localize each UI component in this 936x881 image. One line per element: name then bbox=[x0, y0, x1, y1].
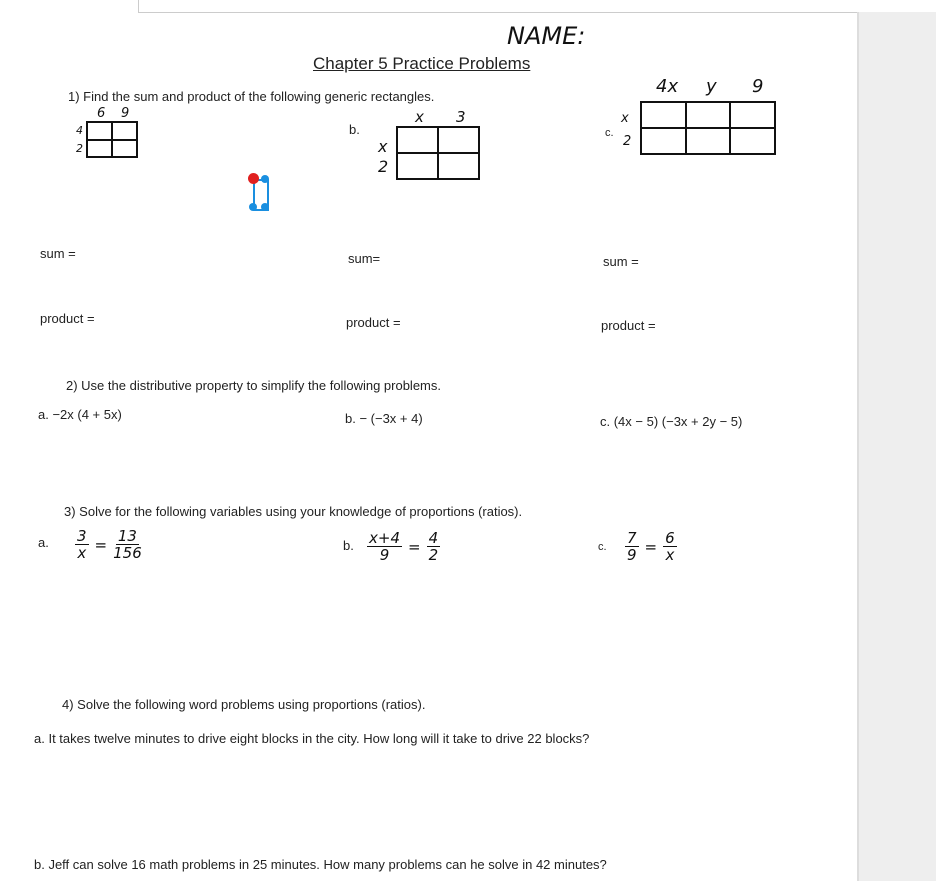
rect-b-label: b. bbox=[349, 122, 360, 137]
q2-b: b. − (−3x + 4) bbox=[345, 411, 423, 426]
rect-c-side-2: 2 bbox=[623, 134, 632, 149]
generic-rectangle-a bbox=[86, 121, 138, 158]
numerator: 13 bbox=[117, 527, 137, 545]
rect-c-top-2: y bbox=[706, 76, 717, 97]
q3-c-equation bbox=[625, 530, 677, 563]
numerator: 7 bbox=[627, 529, 637, 547]
rect-a-side-2: 2 bbox=[76, 142, 83, 155]
q2-c: c. (4x − 5) (−3x + 2y − 5) bbox=[600, 414, 743, 429]
sum-a: sum = bbox=[40, 246, 76, 261]
q3-b-label: b. bbox=[343, 538, 354, 553]
rect-b-top-2: 3 bbox=[456, 108, 466, 126]
equals: = bbox=[408, 537, 421, 556]
rect-a-top-2: 9 bbox=[121, 106, 130, 121]
q4-b: b. Jeff can solve 16 math problems in 25 minutes. How many problems can he solve in 42 minutes? bbox=[34, 857, 607, 872]
numerator: x+4 bbox=[369, 529, 400, 547]
rect-b-side-2: 2 bbox=[378, 157, 389, 176]
rect-a-side-1: 4 bbox=[76, 124, 83, 137]
selection-handle[interactable] bbox=[250, 176, 270, 210]
rect-c-side-1: x bbox=[621, 111, 629, 126]
name-label: NAME: bbox=[507, 22, 586, 50]
q3-b-equation bbox=[367, 530, 440, 563]
q3-c-label: c. bbox=[598, 541, 607, 553]
numerator: 6 bbox=[665, 529, 675, 547]
numerator: 4 bbox=[428, 529, 439, 547]
sum-b: sum= bbox=[348, 251, 381, 266]
denominator: x bbox=[77, 544, 87, 562]
denominator: x bbox=[665, 546, 675, 564]
top-tab-bar bbox=[138, 0, 936, 13]
side-panel bbox=[857, 12, 936, 881]
page-title: Chapter 5 Practice Problems bbox=[313, 54, 531, 73]
generic-rectangle-b bbox=[396, 126, 480, 180]
rect-c-top-1: 4x bbox=[656, 76, 679, 97]
q4-a: a. It takes twelve minutes to drive eight blocks in the city. How long will it take to drive 22 blocks? bbox=[34, 731, 590, 746]
rect-b-top-1: x bbox=[415, 108, 424, 126]
q2-prompt: 2) Use the distributive property to simplify the following problems. bbox=[66, 378, 441, 393]
sum-c: sum = bbox=[603, 254, 639, 269]
rect-c-label: c. bbox=[605, 127, 614, 139]
q3-a-equation bbox=[75, 528, 142, 561]
q1-prompt: 1) Find the sum and product of the following generic rectangles. bbox=[68, 89, 435, 104]
product-c: product = bbox=[601, 318, 656, 333]
rect-c-top-3: 9 bbox=[752, 76, 764, 97]
denominator: 9 bbox=[379, 546, 390, 564]
q4-prompt: 4) Solve the following word problems using proportions (ratios). bbox=[62, 697, 426, 712]
numerator: 3 bbox=[77, 527, 87, 545]
product-b: product = bbox=[346, 315, 401, 330]
equals: = bbox=[94, 535, 108, 554]
denominator: 2 bbox=[428, 546, 439, 564]
rect-a-top-1: 6 bbox=[97, 106, 106, 121]
equals: = bbox=[644, 537, 658, 556]
q3-a-label: a. bbox=[38, 535, 49, 550]
generic-rectangle-c bbox=[640, 101, 776, 155]
denominator: 156 bbox=[113, 544, 142, 562]
q3-prompt: 3) Solve for the following variables using your knowledge of proportions (ratios). bbox=[64, 504, 523, 519]
q2-a: a. −2x (4 + 5x) bbox=[38, 407, 122, 422]
rect-b-side-1: x bbox=[378, 137, 388, 156]
product-a: product = bbox=[40, 311, 95, 326]
denominator: 9 bbox=[627, 546, 637, 564]
delete-icon[interactable] bbox=[248, 173, 259, 184]
